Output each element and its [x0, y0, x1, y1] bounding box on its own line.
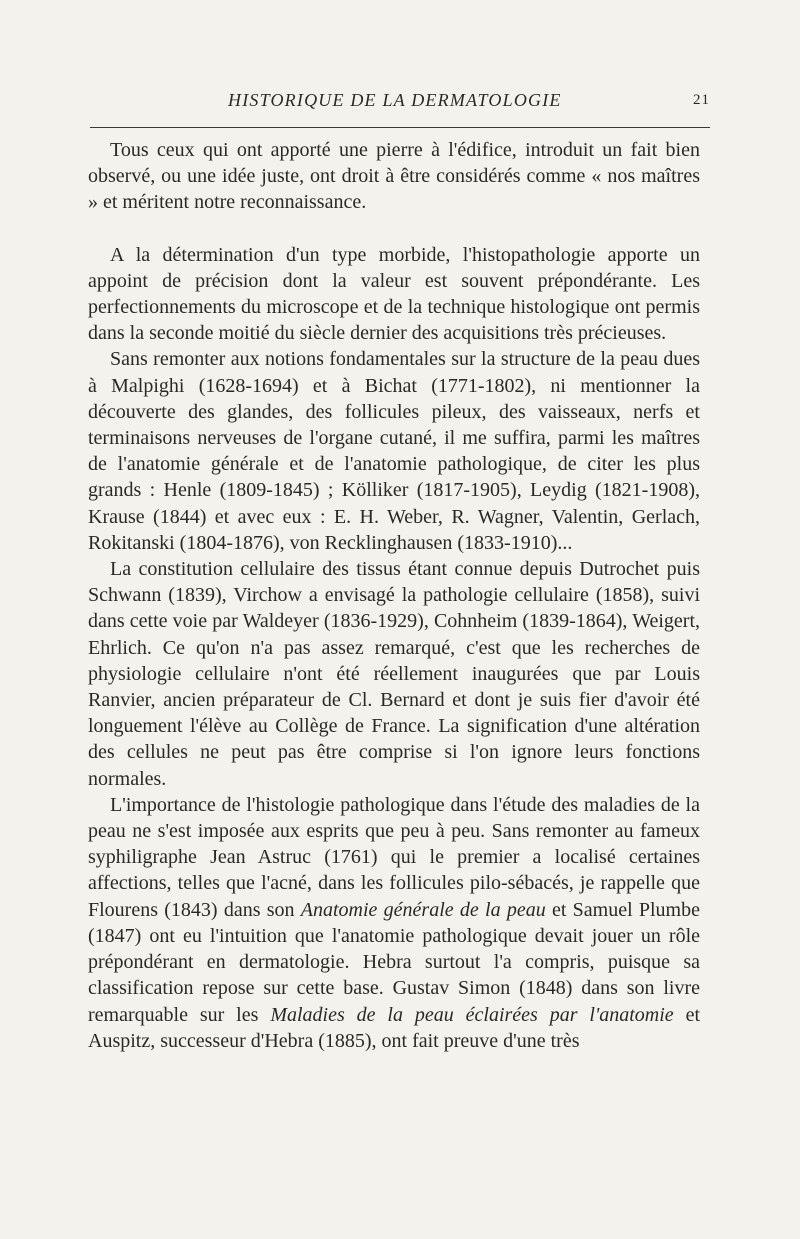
- paragraph-3: Sans remonter aux notions fondamentales sur la structure de la peau dues à Malpighi (1628-1694) et à Bichat (1771-1802), ni mentionner la découverte des glandes, des follicules pileux, des vaisseaux, nerfs et terminaisons nerveuses de l'organe cutané, il me suffira, parmi les maîtres de l'anatomie générale et de l'anatomie pathologique, de citer les plus grands : Henle (1809-1845) ; Kölliker (1817-1905), Leydig (1821-1908), Krause (1844) et avec eux : E. H. Weber, R. Wagner, Valentin, Gerlach, Rokitanski (1804-1876), von Recklinghausen (1833-1910)...: [88, 348, 700, 554]
- page-number: 21: [693, 92, 710, 108]
- book-title-maladies: Maladies de la peau éclairées par l'anatomie: [270, 1003, 674, 1026]
- header-rule: [90, 127, 710, 128]
- body-text: [88, 137, 700, 1054]
- running-head-title: HISTORIQUE DE LA DERMATOLOGIE: [228, 90, 562, 110]
- paragraph-5-part-c: et Auspitz, successeur d'Hebra (1885), ont fait preuve d'une très: [88, 1003, 701, 1052]
- paragraph-5-part-a: L'importance de l'histologie pathologique dans l'étude des maladies de la peau ne s'est imposée aux esprits que peu à peu. Sans remonter au fameux syphiligraphe Jean Astruc (1761) qui le premier a localisé certaines affections, telles que l'acné, dans les follicules pilo-sébacés, je rappelle que Flourens (1843) dans son: [88, 793, 700, 921]
- paragraph-5: [88, 792, 700, 1054]
- paragraph-4: La constitution cellulaire des tissus étant connue depuis Dutrochet puis Schwann (1839), Virchow a envisagé la pathologie cellulaire (1858), suivi dans cette voie par Waldeyer (1836-1929), Cohnheim (1839-1864), Weigert, Ehrlich. Ce qu'on n'a pas assez remarqué, c'est que les recherches de physiologie cellulaire n'ont été réellement inaugurées que par Louis Ranvier, ancien préparateur de Cl. Bernard et dont je suis fier d'avoir été longuement l'élève au Collège de France. La signification d'une altération des cellules ne peut pas être comprise si l'on ignore leurs fonctions normales.: [88, 558, 700, 790]
- running-head: [88, 88, 710, 118]
- paragraph-1: Tous ceux qui ont apporté une pierre à l'édifice, introduit un fait bien observé, ou une idée juste, ont droit à être considérés comme « nos maîtres » et méritent notre reconnaissance.: [88, 139, 700, 214]
- paragraph-2: A la détermination d'un type morbide, l'histopathologie apporte un appoint de précision dont la valeur est souvent prépondérante. Les perfectionnements du microscope et de la technique histologique ont permis dans la seconde moitié du siècle dernier des acquisitions très précieuses.: [88, 243, 700, 345]
- book-title-anatomie: Anatomie générale de la peau: [300, 898, 546, 921]
- paragraph-5-part-b: et Samuel Plumbe (1847) ont eu l'intuition que l'anatomie pathologique devait jouer un rôle prépondérant en dermatologie. Hebra surtout l'a compris, puisque sa classification repose sur cette base. Gustav Simon (1848) dans son livre remarquable sur les: [88, 898, 700, 1026]
